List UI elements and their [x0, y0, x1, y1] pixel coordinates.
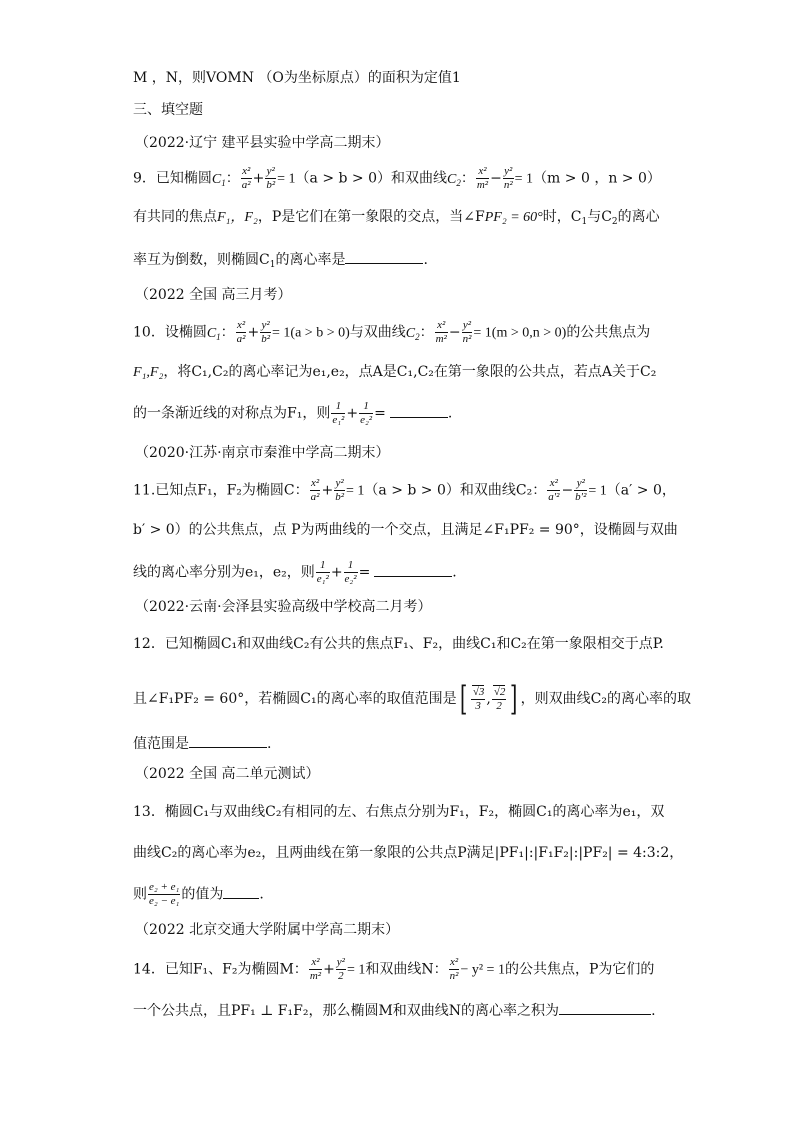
condition-hyperbola: = 1(m > 0,n > 0): [473, 325, 567, 341]
question-13-line-3: [133, 881, 684, 908]
section-heading: 三、填空题: [133, 102, 203, 118]
plus: +: [247, 324, 260, 341]
answer-blank-9[interactable]: [345, 249, 423, 264]
q9-text: 有共同的焦点: [133, 209, 217, 225]
equals-one: = 1: [277, 171, 296, 187]
source-note-q11: （2020·江苏·南京市秦淮中学高二期末）: [135, 445, 390, 461]
question-10-line-3: [133, 400, 684, 427]
source-note-q12: （2022·云南·会泽县实验高级中学校高二月考）: [135, 599, 432, 615]
q9-text: 的离心率是: [275, 252, 346, 268]
left-bracket: [: [459, 679, 467, 719]
q11-text: （a′ > 0，: [606, 482, 676, 499]
minus: −: [561, 482, 574, 499]
q12-text: 值范围是: [133, 736, 189, 752]
q14-text: 一个公共点，且PF₁ ⊥ F₁F₂，那么椭圆M和双曲线N的离心率之积为: [133, 1003, 560, 1019]
q12-text: ，则双曲线C₂的离心率的取: [520, 691, 691, 707]
source-note-q14: （2022 北京交通大学附属中学高二期末）: [135, 922, 400, 938]
fraction-x2-n2: $\frac{\text{x²}}{\text{n²}}$: [449, 956, 459, 982]
fraction-x2-a2: $\frac{\text{x²}}{\text{a²}}$: [241, 165, 251, 191]
q9-text: 9．已知椭圆: [133, 170, 212, 187]
q10-text: 的公共焦点为: [566, 324, 651, 341]
q9-text: 的离心: [617, 209, 660, 225]
colon: ：: [225, 170, 240, 187]
fraction-y2-b2: $\frac{\text{y²}}{\text{b²}}$: [335, 477, 344, 503]
fraction-x2-m2: $\frac{\text{x²}}{\text{m²}}$: [476, 165, 489, 191]
fraction-y2-n2: $\frac{\text{y²}}{\text{n²}}$: [462, 319, 472, 345]
minus: −: [490, 170, 502, 187]
q9-text: ，P是它们在第一象限的交点，当∠F: [257, 209, 485, 225]
equals: =: [358, 564, 371, 581]
right-bracket: ]: [510, 679, 518, 719]
equals-one: = 1: [588, 483, 607, 499]
fraction-y2-n2: $\frac{\text{y²}}{\text{n²}}$: [503, 165, 513, 191]
fraction-x2-a2: $\frac{\text{x²}}{\text{a²}}$: [310, 477, 320, 503]
q14-text: 14．已知F₁、F₂为椭圆M：: [133, 961, 308, 978]
fraction-1-e2sq: $\frac{1}{\text{e₂²}}$: [344, 559, 357, 585]
source-note-q10: （2022 全国 高三月考）: [135, 287, 292, 303]
condition-ellipse: = 1(a > b > 0): [272, 325, 350, 341]
question-14-line-2: [133, 1000, 684, 1021]
question-11-line-3: [133, 559, 684, 586]
answer-blank-11[interactable]: [374, 562, 452, 577]
q11-text: 线的离心率分别为e₁，e₂，则: [133, 564, 315, 581]
question-9-line-1: [133, 165, 684, 193]
answer-blank-13[interactable]: [223, 884, 259, 899]
comma: ,: [486, 691, 491, 707]
equals-one: = 1: [346, 962, 366, 978]
fraction-y2-bprime2: $\frac{\text{y²}}{\text{b′²}}$: [575, 477, 587, 503]
q9-text: 率互为倒数，则椭圆C: [133, 252, 270, 268]
question-12-line-1: 12．已知椭圆C₁和双曲线C₂有公共的焦点F₁、F₂，曲线C₁和C₂在第一象限相交于点P.: [133, 636, 664, 652]
question-13-line-2: 曲线C₂的离心率为e₂，且两曲线在第一象限的公共点P满足|PF₁|:|F₁F₂|:|PF₂| = 4:3:2，: [133, 845, 684, 861]
q10-text: 10．设椭圆: [133, 324, 207, 341]
answer-blank-14[interactable]: [559, 1000, 651, 1015]
minus-y2-equals-one: − y² = 1: [460, 962, 505, 978]
fraction-e2pe1-e2me1: $\frac{\text{e₂ + e₁}}{\text{e₂ − e₁}}$: [149, 881, 180, 907]
q12-text: 且∠F₁PF₂ = 60°，若椭圆C₁的离心率的取值范围是: [133, 691, 457, 707]
source-note-q9: （2022·辽宁 建平县实验中学高二期末）: [135, 135, 390, 151]
q9-text: 与C: [587, 209, 612, 225]
question-11-line-1: [133, 477, 684, 504]
q14-text: 和双曲线N：: [365, 961, 448, 978]
q10-text: ，将C₁,C₂的离心率记为e₁,e₂，点A是C₁,C₂在第一象限的公共点，若点A关于C₂: [163, 364, 657, 380]
q13-text: 则: [133, 886, 147, 903]
q10-text: 的一条渐近线的对称点为F₁，则: [133, 405, 331, 422]
source-note-q13: （2022 全国 高二单元测试）: [135, 766, 320, 782]
colon: ：: [220, 324, 235, 341]
period: .: [447, 405, 453, 422]
equals: =: [374, 405, 386, 422]
q14-text: 的公共焦点，P为它们的: [504, 961, 655, 978]
minus: −: [448, 324, 461, 341]
q9-text: 时，C: [542, 209, 582, 225]
answer-blank-10[interactable]: [390, 403, 448, 418]
period: .: [267, 736, 272, 752]
equals-one: = 1: [346, 483, 365, 499]
fraction-1-e2sq: $\frac{1}{\text{e₂²}}$: [360, 400, 373, 426]
c1-symbol: $C_1$: [206, 325, 221, 342]
q10-text: 与双曲线: [349, 324, 406, 341]
question-9-line-2: 有共同的焦点F₁，F₂，P是它们在第一象限的交点，当∠FPF₂ = 60°时，$C_1$与$C_2$的离心: [133, 209, 660, 227]
period: .: [259, 886, 264, 903]
question-12-line-2: [133, 679, 691, 719]
plus: +: [252, 170, 265, 187]
question-14-line-1: [133, 956, 684, 983]
q9-text-mid: （a > b > 0）和双曲线: [295, 170, 448, 187]
q11-text: 11.已知点F₁，F₂为椭圆C：: [133, 482, 309, 499]
period: .: [651, 1003, 656, 1019]
q9-text-post: （m > 0 ，n > 0）: [533, 170, 661, 187]
period: .: [452, 564, 457, 581]
colon: ：: [460, 170, 475, 187]
fraction-y2-2: $\frac{\text{y²}}{2}$: [336, 956, 345, 982]
fraction-sqrt2-2: $\frac{√2}{2}$: [493, 685, 506, 712]
question-13-line-1: 13．椭圆C₁与双曲线C₂有相同的左、右焦点分别为F₁，F₂，椭圆C₁的离心率为e₁，双: [133, 804, 665, 820]
fraction-x2-m2: $\frac{\text{x²}}{\text{m²}}$: [309, 956, 322, 982]
plus: +: [321, 482, 334, 499]
fraction-1-e1sq: $\frac{1}{\text{e₁²}}$: [316, 559, 329, 585]
foci-symbols: F₁,F₂: [133, 365, 164, 380]
question-12-line-3: [133, 733, 684, 754]
question-9-line-3: 率互为倒数，则椭圆$C_1$的离心率是 .: [133, 249, 684, 275]
fraction-y2-b2: $\frac{\text{y²}}{\text{b²}}$: [261, 319, 271, 345]
fraction-x2-aprime2: $\frac{\text{x²}}{\text{a′²}}$: [548, 477, 560, 503]
fraction-1-e1sq: $\frac{1}{\text{e₁²}}$: [332, 400, 345, 426]
question-10-line-2: [133, 362, 684, 383]
plus: +: [346, 405, 359, 422]
fraction-x2-a2: $\frac{\text{x²}}{\text{a²}}$: [236, 319, 246, 345]
question-10-line-1: [133, 319, 684, 347]
c2-symbol: $C_2$: [447, 171, 461, 188]
c1-symbol: $C_1$: [211, 171, 226, 188]
plus: +: [323, 961, 335, 978]
colon: ：: [419, 324, 434, 341]
fraction-y2-b2: $\frac{\text{y²}}{\text{b²}}$: [266, 165, 276, 191]
plus: +: [330, 564, 343, 581]
equals-one: = 1: [514, 171, 534, 187]
foci-symbols: F₁，F₂: [217, 210, 258, 225]
q11-text: （a > b > 0）和双曲线C₂：: [364, 482, 547, 499]
period: .: [423, 252, 428, 268]
c2-symbol: $C_2$: [405, 325, 420, 342]
fraction-sqrt3-3: $\frac{√3}{3}$: [472, 685, 485, 712]
answer-blank-12[interactable]: [189, 733, 267, 748]
angle-60: PF₂ = 60°: [484, 210, 543, 225]
continuation-line: M ，N，则VOMN （O为坐标原点）的面积为定值1: [133, 70, 461, 86]
question-11-line-2: b′ > 0）的公共焦点，点 P为两曲线的一个交点，且满足∠F₁PF₂ = 90°，设椭圆与双曲: [133, 522, 678, 538]
q13-text: 的值为: [181, 886, 224, 903]
fraction-x2-m2: $\frac{\text{x²}}{\text{m²}}$: [435, 319, 447, 345]
